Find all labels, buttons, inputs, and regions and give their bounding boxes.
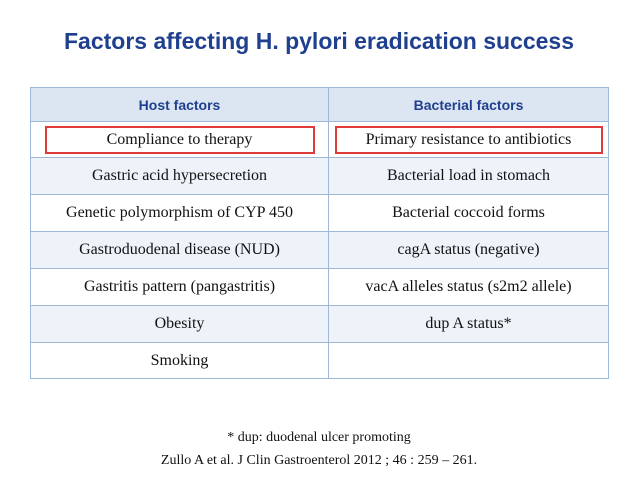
table-header-row <box>31 88 609 122</box>
highlight-box-host: Compliance to therapy <box>45 126 315 154</box>
bacterial-factor-cell <box>329 343 609 379</box>
bacterial-factor-cell: Bacterial coccoid forms <box>329 195 609 232</box>
table-row <box>31 232 609 269</box>
host-factor-cell: Gastroduodenal disease (NUD) <box>31 232 329 269</box>
footnote: * dup: duodenal ulcer promoting <box>227 430 411 445</box>
table-row <box>31 195 609 232</box>
bacterial-factor-cell <box>329 122 609 158</box>
table-row <box>31 343 609 379</box>
bacterial-factor-cell: Bacterial load in stomach <box>329 158 609 195</box>
bacterial-factor-cell: vacA alleles status (s2m2 allele) <box>329 269 609 306</box>
table-row <box>31 269 609 306</box>
header-host-factors: Host factors <box>31 88 329 122</box>
table-row <box>31 158 609 195</box>
host-factor-cell: Gastric acid hypersecretion <box>31 158 329 195</box>
factors-table <box>30 87 609 379</box>
citation: Zullo A et al. J Clin Gastroenterol 2012 ; 46 : 259 – 261. <box>160 453 478 468</box>
bacterial-factor-cell: dup A status* <box>329 306 609 343</box>
table-row <box>31 122 609 158</box>
host-factor-cell: Genetic polymorphism of CYP 450 <box>31 195 329 232</box>
header-bacterial-factors: Bacterial factors <box>329 88 609 122</box>
bacterial-factor-cell: cagA status (negative) <box>329 232 609 269</box>
slide-title: Factors affecting H. pylori eradication success <box>64 28 574 54</box>
host-factor-cell: Obesity <box>31 306 329 343</box>
host-factor-cell: Gastritis pattern (pangastritis) <box>31 269 329 306</box>
highlight-box-bacterial: Primary resistance to antibiotics <box>335 126 603 154</box>
host-factor-cell: Smoking <box>31 343 329 379</box>
table-row <box>31 306 609 343</box>
host-factor-cell <box>31 122 329 158</box>
